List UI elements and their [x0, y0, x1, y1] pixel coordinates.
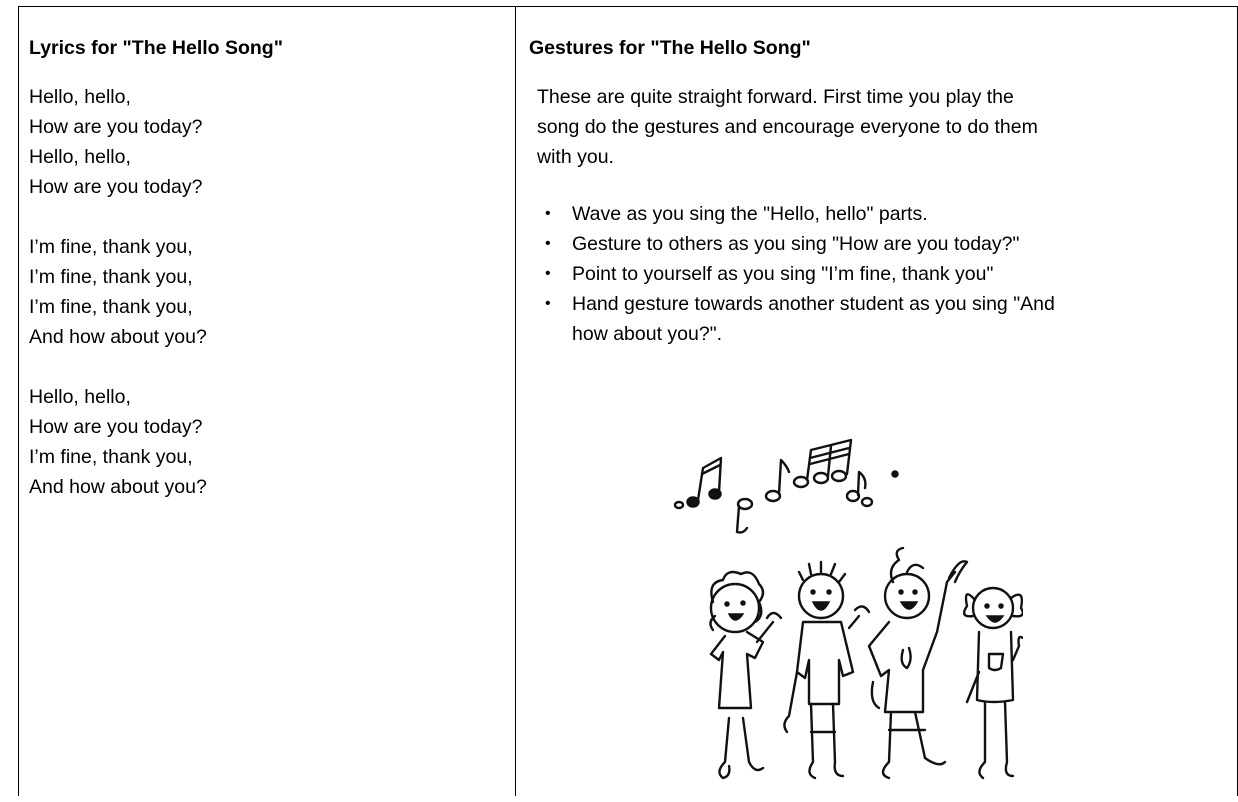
gesture-list — [529, 199, 1237, 349]
gesture-text: Wave as you sing the "Hello, hello" parts. — [572, 203, 928, 225]
lyric-line: And how about you? — [29, 476, 207, 498]
lyrics-cell — [19, 7, 515, 796]
list-item — [529, 229, 1237, 259]
lyric-line: Hello, hello, — [29, 386, 131, 408]
lyrics-stanza-3 — [29, 382, 515, 502]
lyric-line: How are you today? — [29, 416, 203, 438]
list-item — [529, 289, 1237, 349]
bullet-icon: • — [545, 205, 551, 222]
gestures-intro — [537, 82, 1187, 172]
lyric-line: Hello, hello, — [29, 146, 131, 168]
lyric-line: I’m fine, thank you, — [29, 266, 193, 288]
list-item — [529, 199, 1237, 229]
lyrics-stanza-2 — [29, 232, 515, 352]
lyrics-body — [29, 82, 515, 502]
lyric-line: I’m fine, thank you, — [29, 236, 193, 258]
gestures-heading: Gestures for "The Hello Song" — [529, 37, 811, 59]
music-notes-icon — [663, 432, 1023, 797]
intro-line: song do the gestures and encourage everyone to do them — [537, 116, 1038, 138]
lyric-line: I’m fine, thank you, — [29, 446, 193, 468]
intro-line: These are quite straight forward. First time you play the — [537, 86, 1014, 108]
lyric-line: How are you today? — [29, 116, 203, 138]
lyric-line: Hello, hello, — [29, 86, 131, 108]
lyrics-stanza-1 — [29, 82, 515, 202]
lyric-line: And how about you? — [29, 326, 207, 348]
bullet-icon: • — [545, 265, 551, 282]
gesture-text: how about you?". — [572, 323, 723, 345]
gesture-text: Point to yourself as you sing "I’m fine, thank you" — [572, 263, 994, 285]
gesture-text: Gesture to others as you sing "How are you today?" — [572, 233, 1020, 255]
bullet-icon: • — [545, 295, 551, 312]
gestures-cell — [517, 7, 1237, 796]
column-divider — [515, 7, 516, 796]
children-singing-illustration — [663, 432, 1023, 797]
list-item — [529, 259, 1237, 289]
lyrics-heading: Lyrics for "The Hello Song" — [29, 37, 283, 59]
lyric-line: I’m fine, thank you, — [29, 296, 193, 318]
bullet-icon: • — [545, 235, 551, 252]
gesture-text: Hand gesture towards another student as you sing "And — [572, 293, 1055, 315]
document-table — [18, 6, 1238, 796]
intro-line: with you. — [537, 146, 614, 168]
lyric-line: How are you today? — [29, 176, 203, 198]
